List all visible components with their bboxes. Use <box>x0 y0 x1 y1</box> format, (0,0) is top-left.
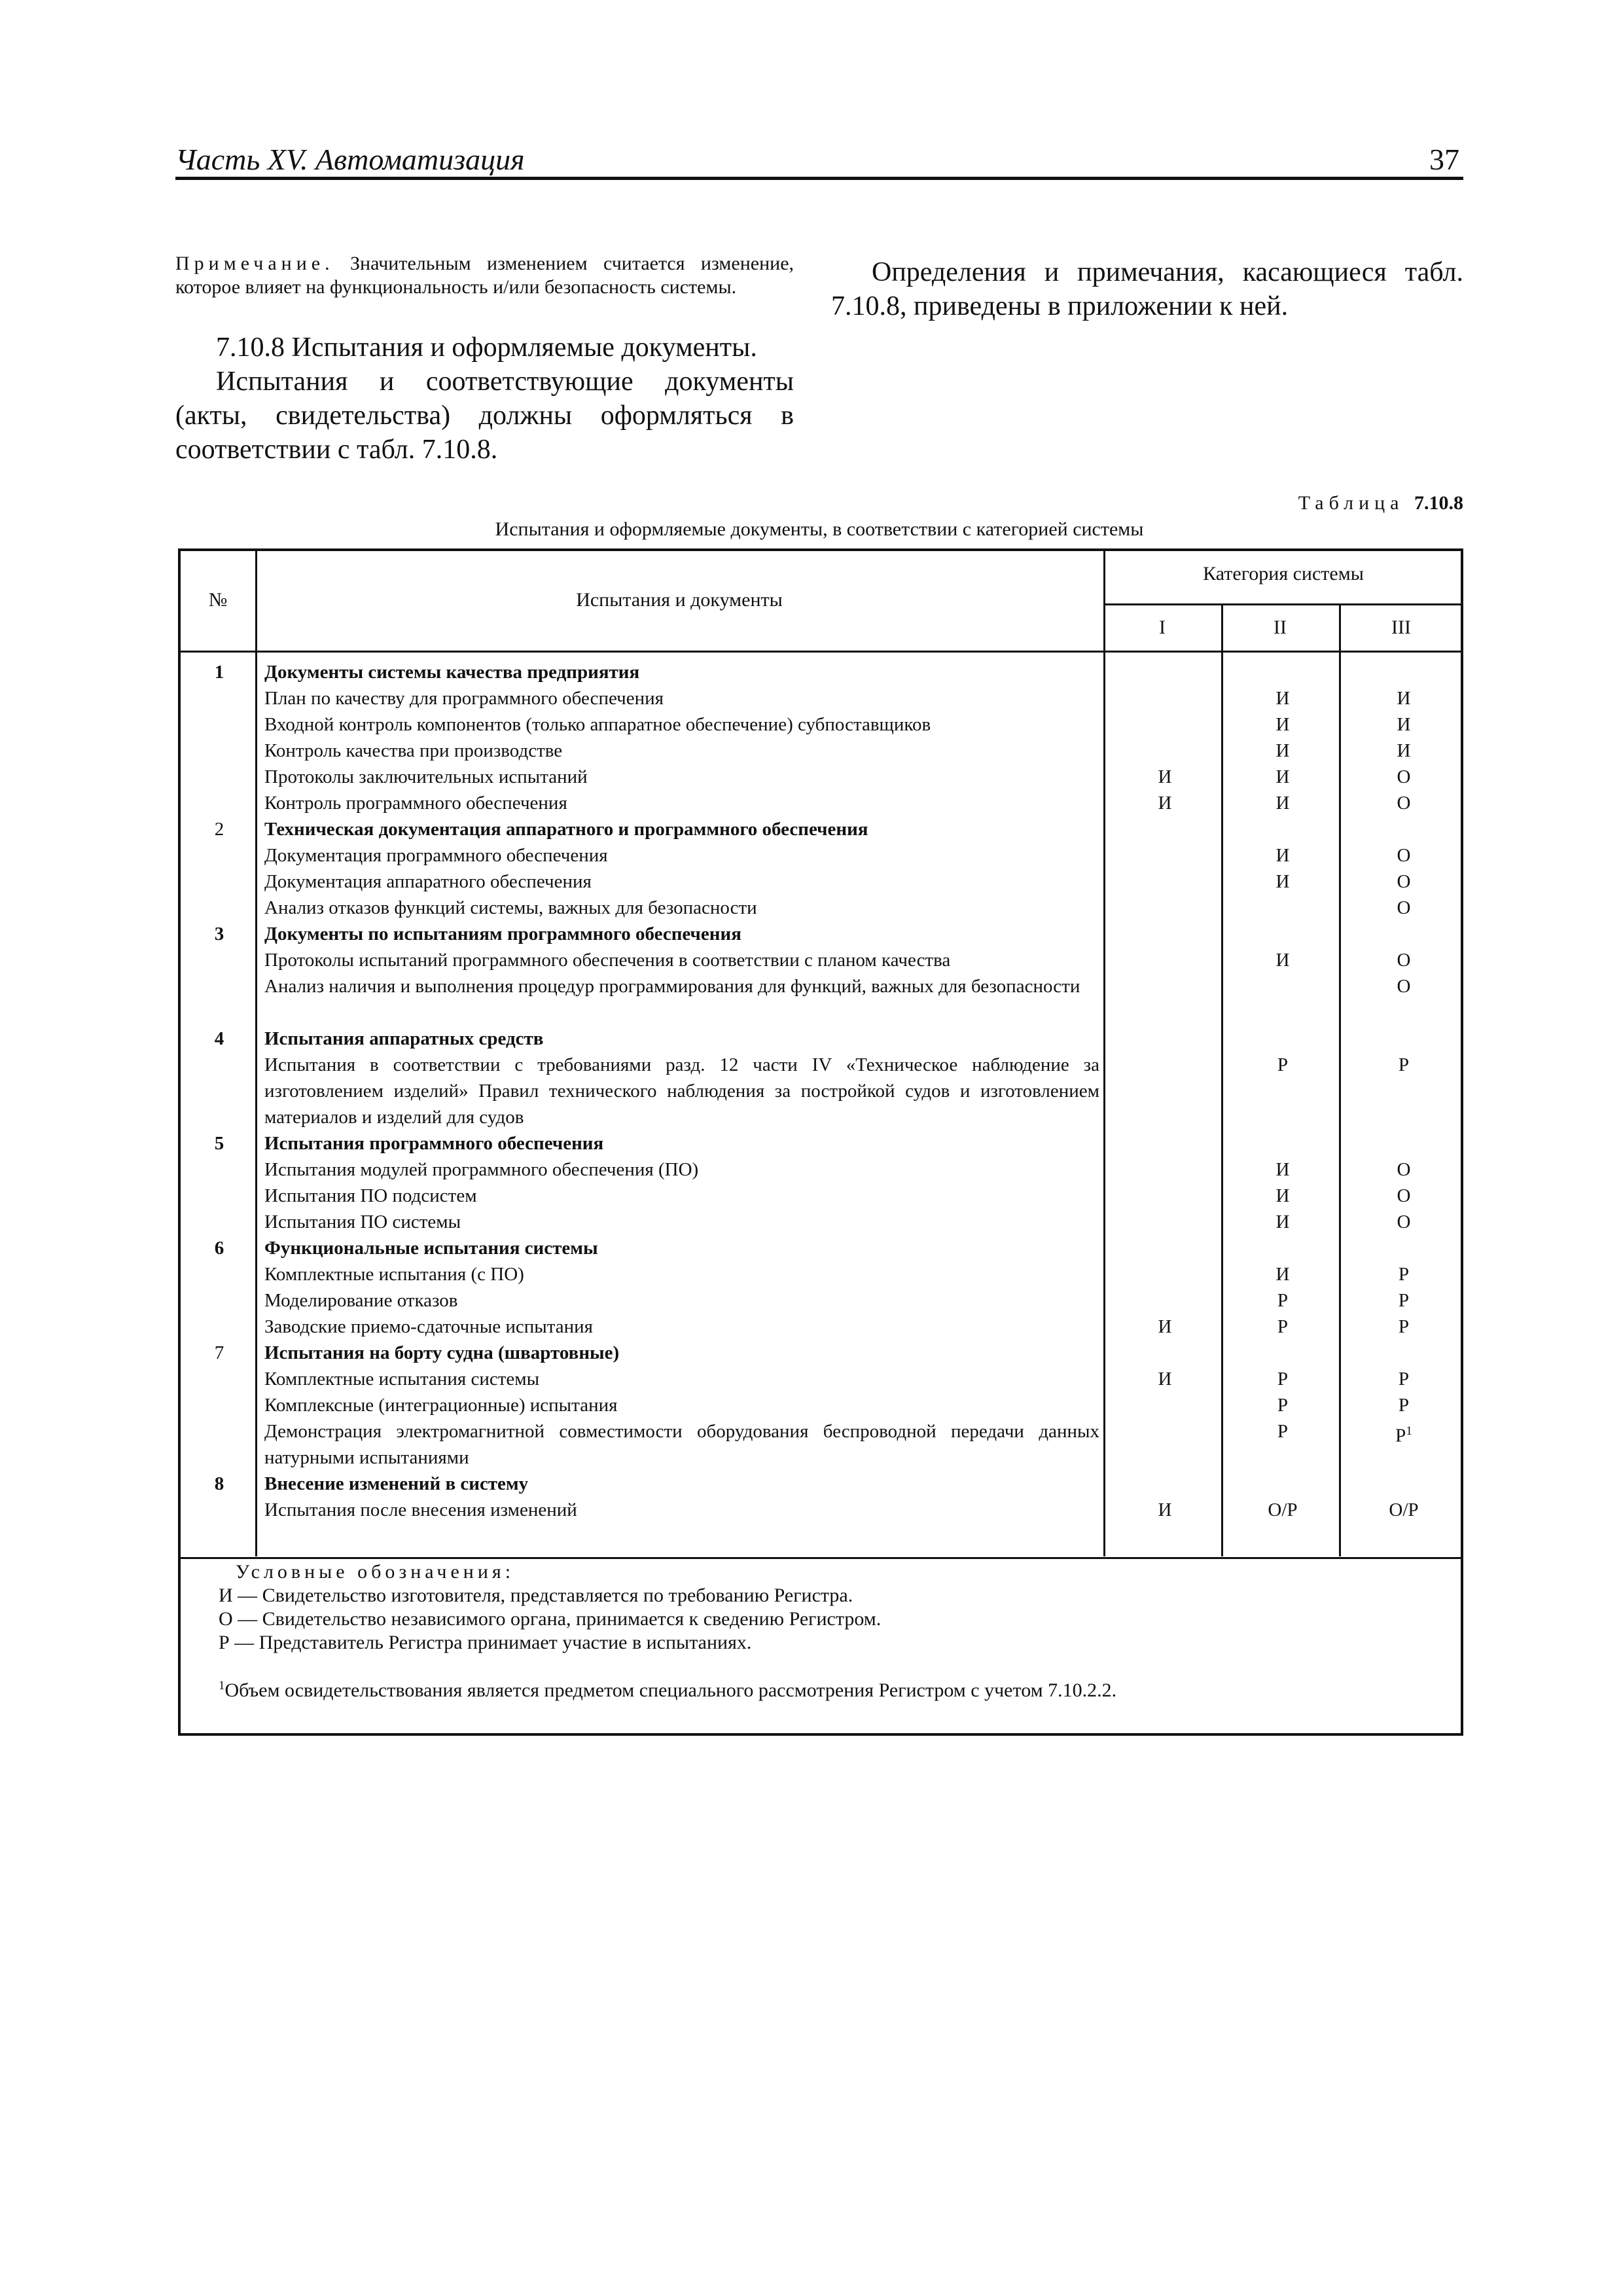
row-description: Комплектные испытания (с ПО) <box>264 1264 524 1285</box>
cat-2-value: И <box>1275 793 1290 814</box>
row-number: 6 <box>214 1238 224 1259</box>
cat-3-value: Р <box>1398 1054 1410 1075</box>
row-description: Контроль качества при производстве <box>264 740 563 761</box>
cat-3-value <box>1342 1418 1466 1449</box>
grid-line <box>181 651 1463 653</box>
col-header-cat-1: I <box>1159 617 1166 638</box>
cat-3-value: О <box>1397 1185 1411 1206</box>
footnote-mark: 1 <box>219 1679 225 1693</box>
cat-2-value: И <box>1275 1211 1290 1232</box>
grid-line <box>255 551 257 1556</box>
cat-3-value: Р <box>1398 1395 1410 1416</box>
table-legend <box>219 1560 1449 1702</box>
col-header-cat-3: III <box>1391 617 1411 638</box>
row-description: Техническая документация аппаратного и программного обеспечения <box>264 819 868 840</box>
section-body: Испытания и соответствующие документы (акты, свидетельства) должны оформляться в соответствии с табл. 7.10.8. <box>175 367 794 465</box>
cat-3-value-text: Р <box>1395 1425 1406 1446</box>
row-number: 1 <box>214 662 224 683</box>
row-number: 7 <box>214 1342 224 1363</box>
legend-item: Р — Представитель Регистра принимает участие в испытаниях. <box>219 1632 752 1653</box>
cat-3-value: О <box>1397 976 1411 997</box>
row-description: Испытания программного обеспечения <box>264 1133 604 1154</box>
legend-item: О — Свидетельство независимого органа, принимается к сведению Регистром. <box>219 1608 882 1630</box>
legend-item: И — Свидетельство изготовителя, представляется по требованию Регистра. <box>219 1585 853 1606</box>
cat-2-value: Р <box>1277 1421 1289 1442</box>
tests-table <box>178 548 1463 1736</box>
col-header-category: Категория системы <box>1203 563 1364 584</box>
cat-2-value: И <box>1275 688 1290 709</box>
row-description: Испытания в соответствии с требованиями разд. 12 части IV «Техническое наблюдение за изготовлением изделий» Правил технического наблюдения за постройкой судов и изготовлением материалов и изделий для судов <box>264 1054 1099 1128</box>
cat-3-value: О <box>1397 871 1411 892</box>
table-label-prefix: Таблица <box>1298 492 1404 514</box>
cat-2-value: Р <box>1277 1054 1289 1075</box>
cat-3-value: Р <box>1398 1316 1410 1337</box>
page-number: 37 <box>1429 143 1459 176</box>
row-description: Анализ наличия и выполнения процедур программирования для функций, важных для безопасности <box>264 976 1080 997</box>
row-description: Документы по испытаниям программного обеспечения <box>264 924 741 944</box>
section-heading: 7.10.8 Испытания и оформляемые документы. <box>216 332 757 363</box>
row-number: 4 <box>214 1028 224 1049</box>
right-paragraph: Определения и примечания, касающиеся табл. 7.10.8, приведены в приложении к ней. <box>831 257 1463 321</box>
cat-3-value: И <box>1397 688 1411 709</box>
row-description: Контроль программного обеспечения <box>264 793 567 814</box>
note-label: Примечание. <box>175 253 334 274</box>
row-description: Заводские приемо-сдаточные испытания <box>264 1316 594 1337</box>
row-description: Моделирование отказов <box>264 1290 458 1311</box>
left-column <box>175 252 794 467</box>
note-text: Значительным изменением считается изменение, которое влияет на функциональность и/или безопасность системы. <box>175 253 794 298</box>
table-label-number: 7.10.8 <box>1414 492 1463 514</box>
note <box>175 252 794 299</box>
table-label <box>1298 492 1463 514</box>
row-description: Протоколы заключительных испытаний <box>264 766 588 787</box>
row-description: Функциональные испытания системы <box>264 1238 598 1259</box>
cat-2-value: И <box>1275 871 1290 892</box>
row-description: Документация аппаратного обеспечения <box>264 871 592 892</box>
cat-3-value: Р <box>1398 1369 1410 1390</box>
cat-3-value: Р <box>1398 1264 1410 1285</box>
grid-line <box>181 1557 1463 1559</box>
cat-2-value: О/Р <box>1268 1499 1298 1520</box>
row-description: Испытания аппаратных средств <box>264 1028 544 1049</box>
col-header-desc: Испытания и документы <box>576 589 783 611</box>
running-header <box>175 141 1463 177</box>
row-description: Демонстрация электромагнитной совместимости оборудования беспроводной передачи данных натурными испытаниями <box>264 1421 1099 1468</box>
table-caption: Испытания и оформляемые документы, в соответствии с категорией системы <box>495 518 1144 540</box>
row-description: Испытания на борту судна (швартовные) <box>264 1342 620 1363</box>
row-number: 3 <box>214 924 224 944</box>
cat-2-value: Р <box>1277 1290 1289 1311</box>
row-description: Документация программного обеспечения <box>264 845 608 866</box>
grid-line <box>1103 603 1463 605</box>
cat-2-value: И <box>1275 950 1290 971</box>
cat-3-value: О/Р <box>1389 1499 1419 1520</box>
cat-3-value: И <box>1397 740 1411 761</box>
header-rule <box>175 177 1463 180</box>
row-number: 5 <box>214 1133 224 1154</box>
row-number: 8 <box>214 1473 224 1494</box>
cat-2-value: И <box>1275 766 1290 787</box>
cat-1-value: И <box>1158 1369 1172 1390</box>
cat-1-value: И <box>1158 766 1172 787</box>
cat-3-value: О <box>1397 1211 1411 1232</box>
cat-2-value: Р <box>1277 1395 1289 1416</box>
cat-2-value: Р <box>1277 1316 1289 1337</box>
cat-1-value: И <box>1158 793 1172 814</box>
row-description: Комплексные (интеграционные) испытания <box>264 1395 618 1416</box>
cat-3-value: О <box>1397 793 1411 814</box>
col-header-num: № <box>208 589 228 611</box>
footnote-ref: 1 <box>1406 1424 1412 1438</box>
footnote-text: Объем освидетельствования является предметом специального рассмотрения Регистром с учетом 7.10.2.2. <box>224 1679 1117 1701</box>
cat-2-value: И <box>1275 1185 1290 1206</box>
cat-3-value: О <box>1397 766 1411 787</box>
row-description: Комплектные испытания системы <box>264 1369 540 1390</box>
cat-2-value: И <box>1275 740 1290 761</box>
row-description: План по качеству для программного обеспечения <box>264 688 664 709</box>
cat-1-value: И <box>1158 1499 1172 1520</box>
row-description: Документы системы качества предприятия <box>264 662 640 683</box>
table-footnote <box>219 1674 1449 1702</box>
cat-3-value: О <box>1397 845 1411 866</box>
cat-3-value: Р <box>1398 1290 1410 1311</box>
cat-2-value: И <box>1275 714 1290 735</box>
row-description: Испытания после внесения изменений <box>264 1499 577 1520</box>
cat-2-value: И <box>1275 1264 1290 1285</box>
part-title: Часть XV. Автоматизация <box>175 143 525 176</box>
row-description: Анализ отказов функций системы, важных для безопасности <box>264 897 757 918</box>
col-header-cat-2: II <box>1274 617 1287 638</box>
legend-title: Условные обозначения: <box>236 1561 515 1583</box>
cat-2-value: И <box>1275 1159 1290 1180</box>
cat-3-value: О <box>1397 1159 1411 1180</box>
cat-1-value: И <box>1158 1316 1172 1337</box>
row-description: Входной контроль компонентов (только аппаратное обеспечение) субпоставщиков <box>264 714 931 735</box>
cat-3-value: И <box>1397 714 1411 735</box>
row-description: Испытания ПО системы <box>264 1211 461 1232</box>
cat-3-value: О <box>1397 950 1411 971</box>
cat-2-value: И <box>1275 845 1290 866</box>
cat-2-value: Р <box>1277 1369 1289 1390</box>
row-description: Испытания ПО подсистем <box>264 1185 477 1206</box>
cat-3-value: О <box>1397 897 1411 918</box>
row-description: Внесение изменений в систему <box>264 1473 529 1494</box>
row-description: Протоколы испытаний программного обеспечения в соответствии с планом качества <box>264 950 951 971</box>
row-number: 2 <box>214 819 224 840</box>
row-description: Испытания модулей программного обеспечения (ПО) <box>264 1159 699 1180</box>
